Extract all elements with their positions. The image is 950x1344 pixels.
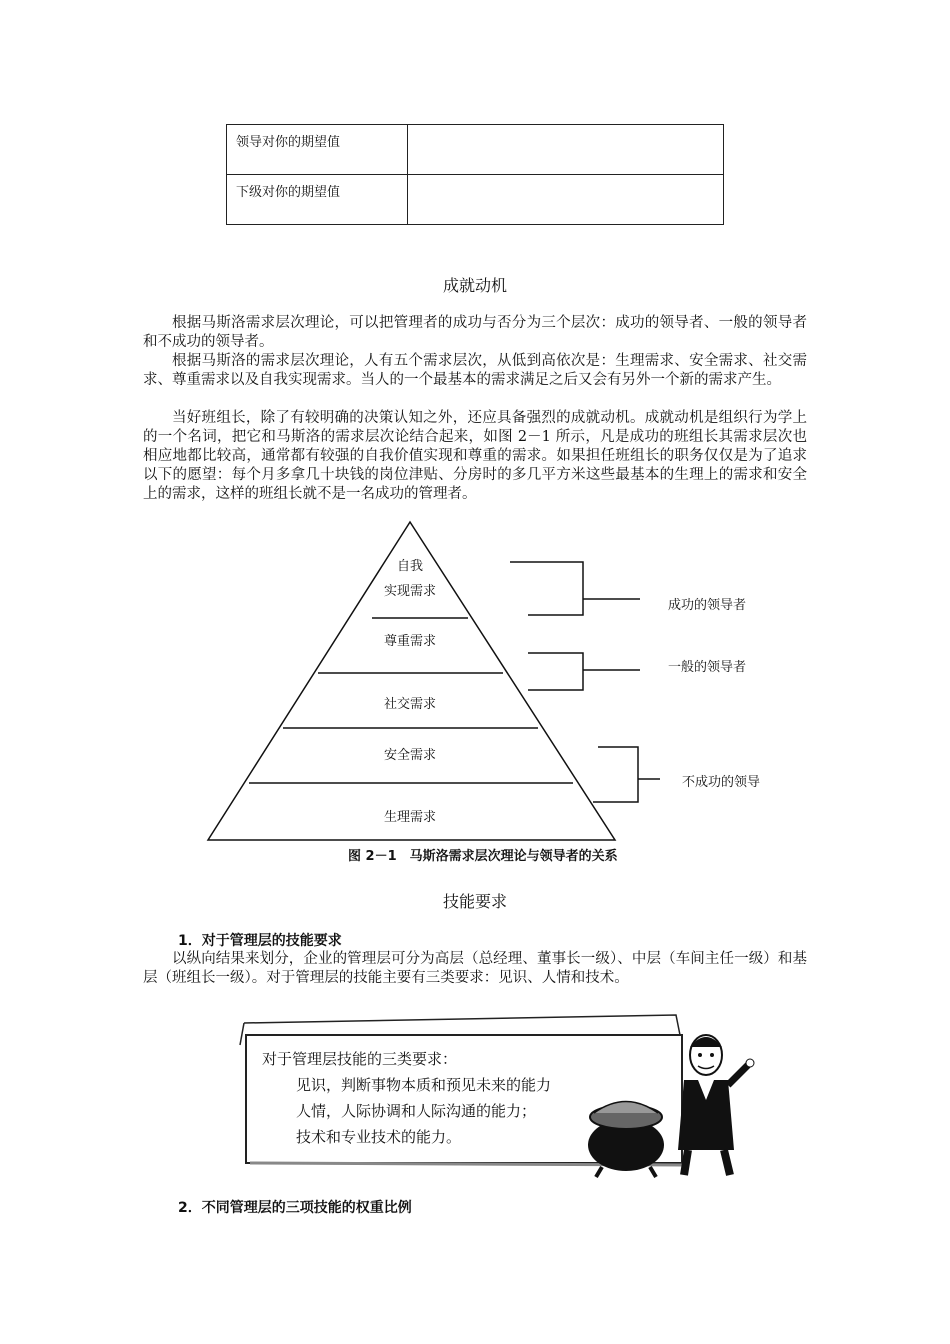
bracket-unsuccessful <box>593 747 638 802</box>
paragraph: 当好班组长，除了有较明确的决策认知之外，还应具备强烈的成就动机。成就动机是组织行为学上的一个名词，把它和马斯洛的需求层次论结合起来，如图 2－1 所示，凡是成功的班组长其需求层次也相应地都比较高，通常都有较强的自我价值实现和尊重的需求。如果担任班组长的职务仅仅是为了追求以下的愿望：每个月多拿几十块钱的岗位津贴、分房时的多几平方米这些最基本的生理上的需求和安全上的需求，这样的班组长就不是一名成功的管理者。 <box>143 410 807 502</box>
callout-title: 对于管理层技能的三类要求： <box>262 1050 458 1068</box>
group-label: 成功的领导者 <box>668 598 747 613</box>
group-label: 一般的领导者 <box>668 660 747 675</box>
level-label: 生理需求 <box>383 810 437 825</box>
level-label: 实现需求 <box>383 584 437 599</box>
bracket-average <box>528 653 583 690</box>
expectation-table <box>226 124 724 225</box>
section-title-skills: 技能要求 <box>442 892 507 911</box>
maslow-pyramid-figure <box>0 515 950 870</box>
row-label: 下级对你的期望值 <box>227 175 408 225</box>
callout-item: 人情，人际协调和人际沟通的能力； <box>296 1102 537 1120</box>
paragraph: 根据马斯洛的需求层次理论，人有五个需求层次，从低到高依次是：生理需求、安全需求、社交需求、尊重需求以及自我实现需求。当人的一个最基本的需求满足之后又会有另外一个新的需求产生。 <box>143 353 807 388</box>
paragraph: 根据马斯洛需求层次理论，可以把管理者的成功与否分为三个层次：成功的领导者、一般的领导者和不成功的领导者。 <box>143 315 807 350</box>
level-label: 尊重需求 <box>383 634 437 649</box>
row-value[interactable] <box>408 175 724 225</box>
row-value[interactable] <box>408 125 724 175</box>
section-title-achievement: 成就动机 <box>442 276 507 295</box>
table-row <box>227 125 724 175</box>
table-row <box>227 175 724 225</box>
subheading-2: 2．不同管理层的三项技能的权重比例 <box>178 1200 412 1216</box>
group-label: 不成功的领导 <box>682 775 761 790</box>
bracket-successful <box>510 562 583 615</box>
level-label: 自我 <box>396 559 424 574</box>
paragraph: 以纵向结果来划分，企业的管理层可分为高层（总经理、董事长一级）、中层（车间主任一级）和基层（班组长一级）。对于管理层的技能主要有三类要求：见识、人情和技术。 <box>143 951 807 986</box>
businessman-icon <box>588 1035 754 1177</box>
callout-item: 技术和专业技术的能力。 <box>296 1128 462 1146</box>
subheading-1: 1．对于管理层的技能要求 <box>178 933 342 949</box>
level-label: 安全需求 <box>383 748 437 763</box>
figure-caption: 图 2－1 马斯洛需求层次理论与领导者的关系 <box>348 849 618 864</box>
level-label: 社交需求 <box>383 697 437 712</box>
callout-item: 见识，判断事物本质和预见未来的能力 <box>296 1076 552 1094</box>
row-label: 领导对你的期望值 <box>227 125 408 175</box>
